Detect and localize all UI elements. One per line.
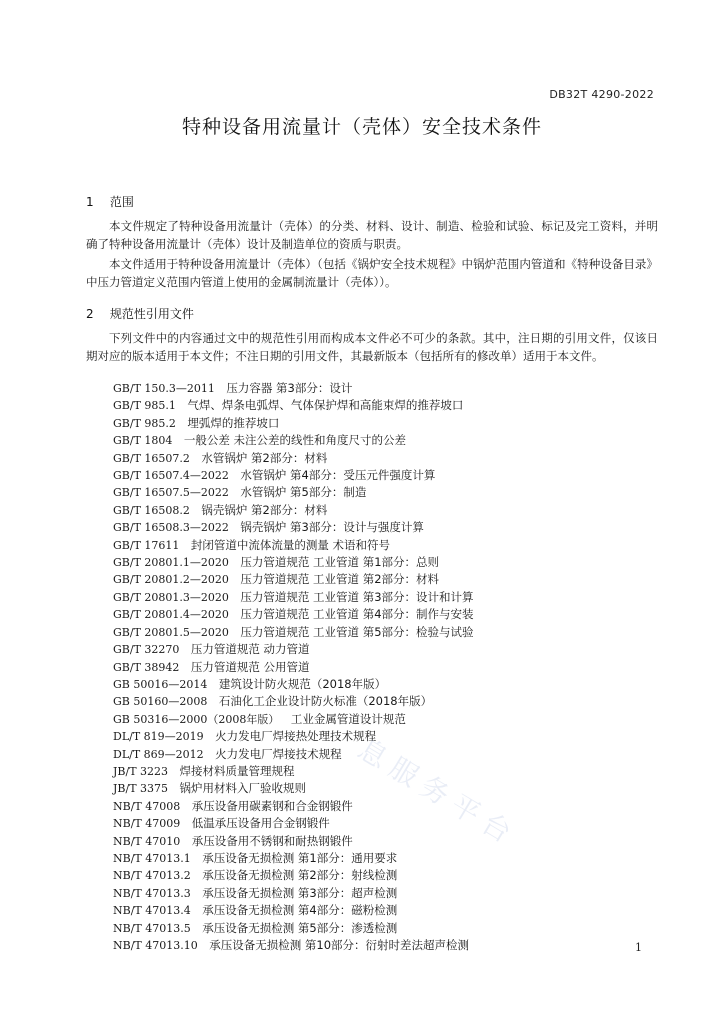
reference-item	[113, 484, 474, 501]
reference-item	[113, 432, 474, 449]
reference-item	[113, 920, 474, 937]
reference-title: 压力管道规范 动力管道	[190, 642, 310, 657]
reference-item	[113, 780, 474, 797]
reference-code: GB/T 1804	[113, 434, 173, 448]
reference-item	[113, 902, 474, 919]
reference-item	[113, 467, 474, 484]
reference-title: 建筑设计防火规范（2018年版）	[218, 676, 387, 691]
reference-code: GB/T 38942	[113, 660, 180, 674]
reference-title: 水管锅炉 第2部分：材料	[201, 450, 328, 465]
reference-title: 水管锅炉 第5部分：制造	[240, 485, 367, 500]
scope-paragraph-1: 本文件规定了特种设备用流量计（壳体）的分类、材料、设计、制造、检验和试验、标记及完工资料，并明确了特种设备用流量计（壳体）设计及制造单位的资质与职责。	[86, 219, 658, 251]
document-title: 特种设备用流量计（壳体）安全技术条件	[181, 116, 542, 138]
reference-title: 压力管道规范 工业管道 第4部分：制作与安装	[240, 607, 474, 622]
reference-title: 压力管道规范 工业管道 第3部分：设计和计算	[240, 589, 474, 604]
reference-item	[113, 746, 474, 763]
section-number: 2	[86, 307, 94, 321]
reference-title: 焊接材料质量管理规程	[179, 763, 295, 778]
reference-item	[113, 571, 474, 588]
references-intro-paragraph: 下列文件中的内容通过文中的规范性引用而构成本文件必不可少的条款。其中，注日期的引用文件，仅该日期对应的版本适用于本文件；不注日期的引用文件，其最新版本（包括所有的修改单）适用于本文件。	[86, 331, 658, 363]
reference-item	[113, 554, 474, 571]
reference-list	[113, 380, 474, 954]
reference-title: 火力发电厂焊接热处理技术规程	[215, 729, 377, 744]
reference-code: GB/T 150.3—2011	[113, 382, 215, 395]
page-number: 1	[635, 941, 642, 954]
reference-code: GB/T 16507.5—2022	[113, 486, 229, 500]
reference-item	[113, 502, 474, 519]
reference-title: 水管锅炉 第4部分：受压元件强度计算	[240, 468, 436, 483]
reference-code: GB/T 985.2	[113, 416, 176, 430]
reference-item	[113, 676, 474, 693]
reference-code: GB 50016—2014	[113, 677, 208, 691]
reference-code: NB/T 47010	[113, 834, 181, 848]
reference-item	[113, 711, 474, 728]
reference-code: GB/T 20801.3—2020	[113, 590, 229, 604]
reference-item	[113, 815, 474, 832]
reference-code: GB/T 16508.2	[113, 503, 190, 517]
reference-code: GB 50316—2000（2008年版）	[113, 712, 280, 726]
reference-title: 火力发电厂焊接技术规程	[215, 746, 342, 761]
reference-code: GB/T 32270	[113, 643, 180, 657]
reference-code: GB/T 20801.4—2020	[113, 608, 229, 622]
section-heading-scope	[86, 193, 134, 210]
reference-code: NB/T 47009	[113, 817, 181, 831]
reference-item	[113, 450, 474, 467]
reference-title: 锅炉用材料入厂验收规则	[179, 781, 307, 796]
reference-title: 压力管道规范 工业管道 第5部分：检验与试验	[240, 624, 474, 639]
reference-title: 锅壳锅炉 第2部分：材料	[201, 502, 328, 517]
reference-item	[113, 537, 474, 554]
reference-code: GB/T 20801.2—2020	[113, 573, 229, 587]
reference-item	[113, 606, 474, 623]
reference-title: 承压设备无损检测 第5部分：渗透检测	[202, 920, 398, 935]
reference-item	[113, 937, 474, 954]
reference-item	[113, 763, 474, 780]
reference-code: JB/T 3375	[113, 782, 169, 796]
section-title: 规范性引用文件	[109, 307, 194, 321]
reference-title: 承压设备用不锈钢和耐热钢锻件	[191, 833, 353, 848]
reference-code: NB/T 47013.2	[113, 869, 191, 883]
reference-title: 低温承压设备用合金钢锻件	[191, 816, 330, 831]
reference-title: 压力管道规范 工业管道 第2部分：材料	[240, 572, 440, 587]
reference-code: NB/T 47013.4	[113, 904, 191, 918]
reference-item	[113, 885, 474, 902]
section-number: 1	[86, 195, 94, 209]
reference-item	[113, 397, 474, 414]
reference-title: 封闭管道中流体流量的测量 术语和符号	[190, 537, 391, 552]
reference-title: 承压设备无损检测 第10部分：衍射时差法超声检测	[209, 938, 470, 952]
reference-item	[113, 728, 474, 745]
reference-code: DL/T 819—2019	[113, 730, 204, 744]
reference-code: GB/T 16507.2	[113, 451, 190, 465]
reference-title: 承压设备无损检测 第4部分：磁粉检测	[202, 903, 398, 918]
watermark-text: 息服务平台	[352, 732, 524, 854]
reference-item	[113, 519, 474, 536]
reference-code: NB/T 47013.3	[113, 886, 191, 900]
reference-title: 承压设备用碳素钢和合金钢锻件	[191, 798, 353, 813]
reference-code: GB/T 17611	[113, 538, 180, 552]
reference-code: NB/T 47013.10	[113, 939, 198, 952]
reference-title: 石油化工企业设计防火标准（2018年版）	[218, 694, 433, 709]
reference-item	[113, 624, 474, 641]
reference-code: DL/T 869—2012	[113, 747, 204, 761]
reference-item	[113, 798, 474, 815]
reference-code: NB/T 47013.5	[113, 921, 191, 935]
reference-title: 埋弧焊的推荐坡口	[187, 415, 280, 430]
reference-code: GB/T 20801.1—2020	[113, 556, 229, 570]
reference-title: 承压设备无损检测 第2部分：射线检测	[202, 868, 398, 883]
reference-title: 一般公差 未注公差的线性和角度尺寸的公差	[183, 433, 407, 448]
reference-title: 气焊、焊条电弧焊、气体保护焊和高能束焊的推荐坡口	[187, 398, 464, 413]
reference-title: 压力容器 第3部分：设计	[226, 381, 353, 395]
reference-item	[113, 641, 474, 658]
reference-title: 锅壳锅炉 第3部分：设计与强度计算	[240, 520, 424, 535]
reference-code: GB/T 16508.3—2022	[113, 521, 229, 535]
section-heading-normative-references	[86, 305, 194, 322]
scope-paragraph-2: 本文件适用于特种设备用流量计（壳体）（包括《锅炉安全技术规程》中锅炉范围内管道和《特种设备目录》中压力管道定义范围内管道上使用的金属制流量计（壳体））。	[86, 257, 658, 289]
reference-item	[113, 589, 474, 606]
reference-title: 承压设备无损检测 第1部分：通用要求	[202, 850, 398, 865]
reference-item	[113, 693, 474, 710]
reference-code: GB/T 985.1	[113, 399, 176, 413]
reference-item	[113, 415, 474, 432]
reference-code: NB/T 47013.1	[113, 851, 191, 865]
section-title: 范围	[109, 195, 134, 209]
reference-code: GB/T 16507.4—2022	[113, 469, 229, 483]
reference-code: GB 50160—2008	[113, 695, 208, 709]
document-code: DB32T 4290-2022	[549, 88, 654, 101]
reference-item	[113, 380, 474, 397]
reference-item	[113, 867, 474, 884]
reference-code: GB/T 20801.5—2020	[113, 625, 229, 639]
reference-title: 承压设备无损检测 第3部分：超声检测	[202, 885, 398, 900]
reference-item	[113, 659, 474, 676]
reference-item	[113, 833, 474, 850]
reference-item	[113, 850, 474, 867]
reference-title: 压力管道规范 公用管道	[190, 659, 310, 674]
reference-code: NB/T 47008	[113, 799, 181, 813]
reference-title: 压力管道规范 工业管道 第1部分：总则	[240, 555, 440, 570]
reference-title: 工业金属管道设计规范	[290, 711, 406, 726]
reference-code: JB/T 3223	[113, 764, 169, 778]
